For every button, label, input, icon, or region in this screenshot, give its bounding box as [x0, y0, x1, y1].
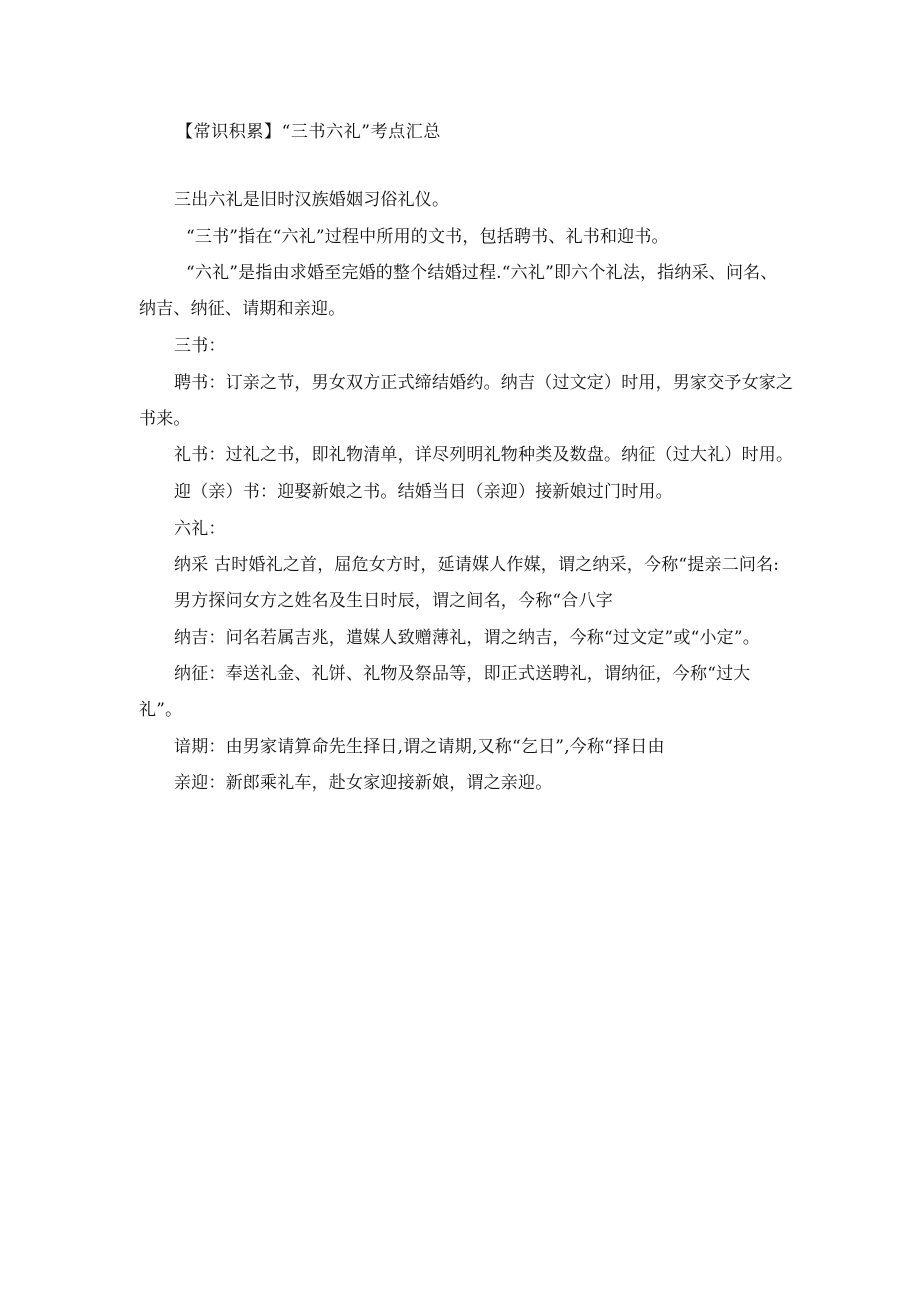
- item-nazheng: 纳征：奉送礼金、礼饼、礼物及祭品等，即正式送聘礼，谓纳征，今称“过大: [174, 664, 751, 684]
- document-title: 【常识积累】“三书六礼”考点汇总: [176, 122, 441, 142]
- item-qingqi: 谙期：由男家请算命先生择日,谓之请期,又称“乞日”,今称“择日由: [174, 737, 665, 757]
- item-nazheng-cont: 礼”。: [139, 700, 183, 720]
- paragraph-sanshu-definition: “三书”指在“六礼”过程中所用的文书，包括聘书、礼书和迎书。: [186, 227, 669, 247]
- paragraph-intro: 三出六礼是旧时汉族婚姻习俗礼仪。: [174, 190, 450, 210]
- section-heading-liuli: 六礼：: [174, 519, 226, 539]
- item-wenming: 男方探问女方之姓名及生日时辰，谓之间名，今称“合八字: [174, 591, 613, 611]
- item-naji: 纳吉：问名若属吉兆，遣媒人致赠薄礼，谓之纳吉，今称“过文定”或“小定”。: [174, 628, 760, 648]
- paragraph-liuli-definition: “六礼”是指由求婚至完婚的整个结婚过程.“六礼”即六个礼法，指纳采、问名、: [186, 263, 778, 283]
- paragraph-liuli-definition-cont: 纳吉、纳征、请期和亲迎。: [139, 299, 346, 319]
- section-heading-sanshu: 三书：: [174, 336, 226, 356]
- item-pinshu: 聘书：订亲之节，男女双方正式缔结婚约。纳吉（过文定）时用，男家交予女家之: [174, 373, 794, 393]
- item-lishu: 礼书：过礼之书，即礼物清单，详尽列明礼物种类及数盘。纳征（过大礼）时用。: [174, 445, 794, 465]
- item-qinying: 亲迎：新郎乘礼车，赴女家迎接新娘，谓之亲迎。: [174, 773, 553, 793]
- item-nacai: 纳采 古时婚礼之首，屈危女方时，延请媒人作媒，谓之纳采，今称“提亲二问名:: [174, 555, 780, 575]
- item-pinshu-cont: 书来。: [139, 409, 191, 429]
- item-yingshu: 迎（亲）书：迎娶新娘之书。结婚当日（亲迎）接新娘过门时用。: [174, 482, 673, 502]
